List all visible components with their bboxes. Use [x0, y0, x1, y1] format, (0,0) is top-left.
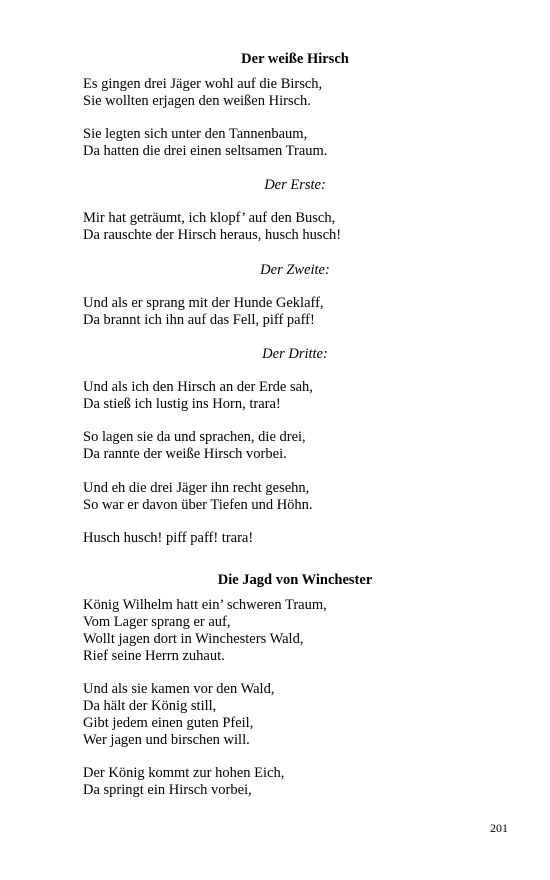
stanza	[83, 76, 523, 110]
verse-line: Wollt jagen dort in Winchesters Wald,	[83, 631, 304, 647]
page-number: 201	[490, 821, 508, 835]
stanza	[83, 126, 523, 160]
stanza	[83, 765, 523, 799]
poem-title: Die Jagd von Winchester	[217, 572, 373, 588]
stanza	[83, 681, 523, 749]
verse-line: König Wilhelm hatt ein’ schweren Traum,	[83, 597, 327, 613]
verse-line: Rief seine Herrn zuhaut.	[83, 648, 225, 664]
stanza	[83, 480, 523, 514]
verse-line: Da brannt ich ihn auf das Fell, piff paff!	[83, 312, 315, 328]
verse-line: Vom Lager sprang er auf,	[83, 614, 231, 630]
stanza	[83, 429, 523, 463]
verse-line: Sie legten sich unter den Tannenbaum,	[83, 126, 308, 142]
verse-line: Gibt jedem einen guten Pfeil,	[83, 715, 254, 731]
stanza	[83, 597, 523, 665]
verse-line: Da stieß ich lustig ins Horn, trara!	[83, 396, 281, 412]
speaker-label: Der Zweite:	[260, 262, 330, 278]
verse-line: Es gingen drei Jäger wohl auf die Birsch,	[83, 76, 323, 92]
verse-line: Da rauschte der Hirsch heraus, husch husch!	[83, 227, 342, 243]
verse-line: Und als sie kamen vor den Wald,	[83, 681, 275, 697]
verse-line: Da hält der König still,	[83, 698, 217, 714]
verse-line: So war er davon über Tiefen und Höhn.	[83, 497, 313, 513]
verse-line: Husch husch! piff paff! trara!	[83, 530, 254, 546]
verse-line: Und als er sprang mit der Hunde Geklaff,	[83, 295, 324, 311]
verse-line: Wer jagen und birschen will.	[83, 732, 250, 748]
verse-line: Mir hat geträumt, ich klopf’ auf den Busch,	[83, 210, 336, 226]
speaker-label: Der Erste:	[264, 177, 326, 193]
verse-line: Da rannte der weiße Hirsch vorbei.	[83, 446, 287, 462]
verse-line: Sie wollten erjagen den weißen Hirsch.	[83, 93, 311, 109]
verse-line: Und eh die drei Jäger ihn recht gesehn,	[83, 480, 310, 496]
verse-line: Da hatten die drei einen seltsamen Traum.	[83, 143, 328, 159]
verse-line: Da springt ein Hirsch vorbei,	[83, 782, 252, 798]
stanza	[83, 295, 523, 329]
poem-title: Der weiße Hirsch	[241, 51, 349, 67]
verse-line: Und als ich den Hirsch an der Erde sah,	[83, 379, 313, 395]
stanza	[83, 210, 523, 244]
stanza	[83, 379, 523, 413]
verse-line: Der König kommt zur hohen Eich,	[83, 765, 285, 781]
stanza	[83, 530, 523, 547]
speaker-label: Der Dritte:	[262, 346, 328, 362]
verse-line: So lagen sie da und sprachen, die drei,	[83, 429, 306, 445]
